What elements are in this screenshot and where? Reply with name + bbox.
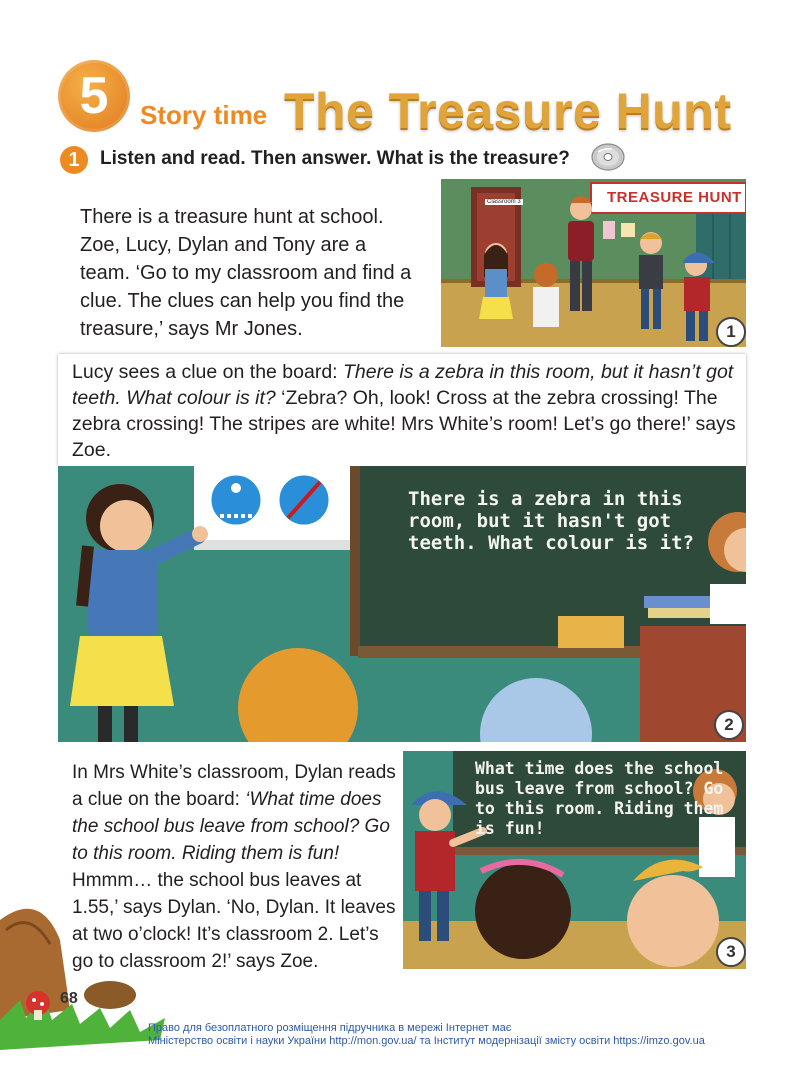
board-line: bus leave from school? Go (475, 779, 724, 798)
door-sign: Classroom 3 (487, 199, 521, 205)
footer-line-1: Право для безоплатного розміщення підручника в мережі Інтернет має (148, 1022, 512, 1034)
panel-number-2: 2 (714, 710, 744, 740)
panel-number-3: 3 (716, 937, 746, 967)
task-number-badge: 1 (60, 146, 88, 174)
treasure-hunt-banner-text: TREASURE HUNT (607, 189, 742, 206)
board-clue-2: ‘What time does the school bus leave from school? Go to this room. Riding them is fun! (72, 789, 390, 864)
footer-line-2: Міністерство освіти і науки України http://mon.gov.ua/ та Інститут модернізації змісту освіти https://imzo.gov.ua (148, 1035, 705, 1047)
story-paragraph-2 (72, 359, 736, 463)
p2-part-c: ‘Zebra? Oh, look! Cross at the zebra crossing! The zebra crossing! The stripes are white! Mrs White’s room! Let’s go there!’ says Zoe. (72, 387, 736, 461)
p3-part-c: Hmmm… the school bus leaves at 1.55,’ says Dylan. ‘No, Dylan. It leaves at two o’clock! It’s classroom 2. Let’s go to classroom 2!’ says Zoe. (72, 870, 396, 972)
section-label: Story time (140, 100, 268, 130)
page-number: 68 (60, 990, 78, 1007)
chalkboard-text-panel-3 (475, 759, 723, 839)
story-paragraph-1: There is a treasure hunt at school. Zoe, Lucy, Dylan and Tony are a team. ‘Go to my classroom and find a clue. The clues can help you find the treasure,’ says Mr Jones. (80, 206, 412, 340)
chalkboard-text-panel-2 (408, 488, 694, 554)
illustration-panel-1 (441, 179, 746, 347)
p3-part-a: In Mrs White’s classroom, Dylan reads a clue on the board: (72, 762, 396, 810)
tree-stump-decoration (0, 900, 170, 1065)
illustration-panel-3 (403, 751, 746, 969)
board-line: room, but it hasn't got (408, 510, 672, 532)
unit-number-badge: 5 (58, 60, 130, 132)
illustration-panel-2 (58, 466, 746, 742)
board-line: to this room. Riding them (475, 799, 724, 818)
board-line: is fun! (475, 819, 545, 838)
board-clue-1: There is a zebra in this room, but it hasn’t got teeth. What colour is it? (72, 361, 734, 409)
panel-number-1: 1 (716, 317, 746, 347)
p2-part-a: Lucy sees a clue on the board: (72, 361, 344, 383)
page-title: The Treasure Hunt (284, 83, 732, 139)
board-line: What time does the school (475, 759, 724, 778)
cd-icon[interactable] (590, 142, 626, 177)
task-instruction: Listen and read. Then answer. What is the treasure? (100, 148, 570, 169)
board-line: teeth. What colour is it? (408, 532, 694, 554)
board-line: There is a zebra in this (408, 488, 683, 510)
copyright-footer (148, 1022, 705, 1048)
